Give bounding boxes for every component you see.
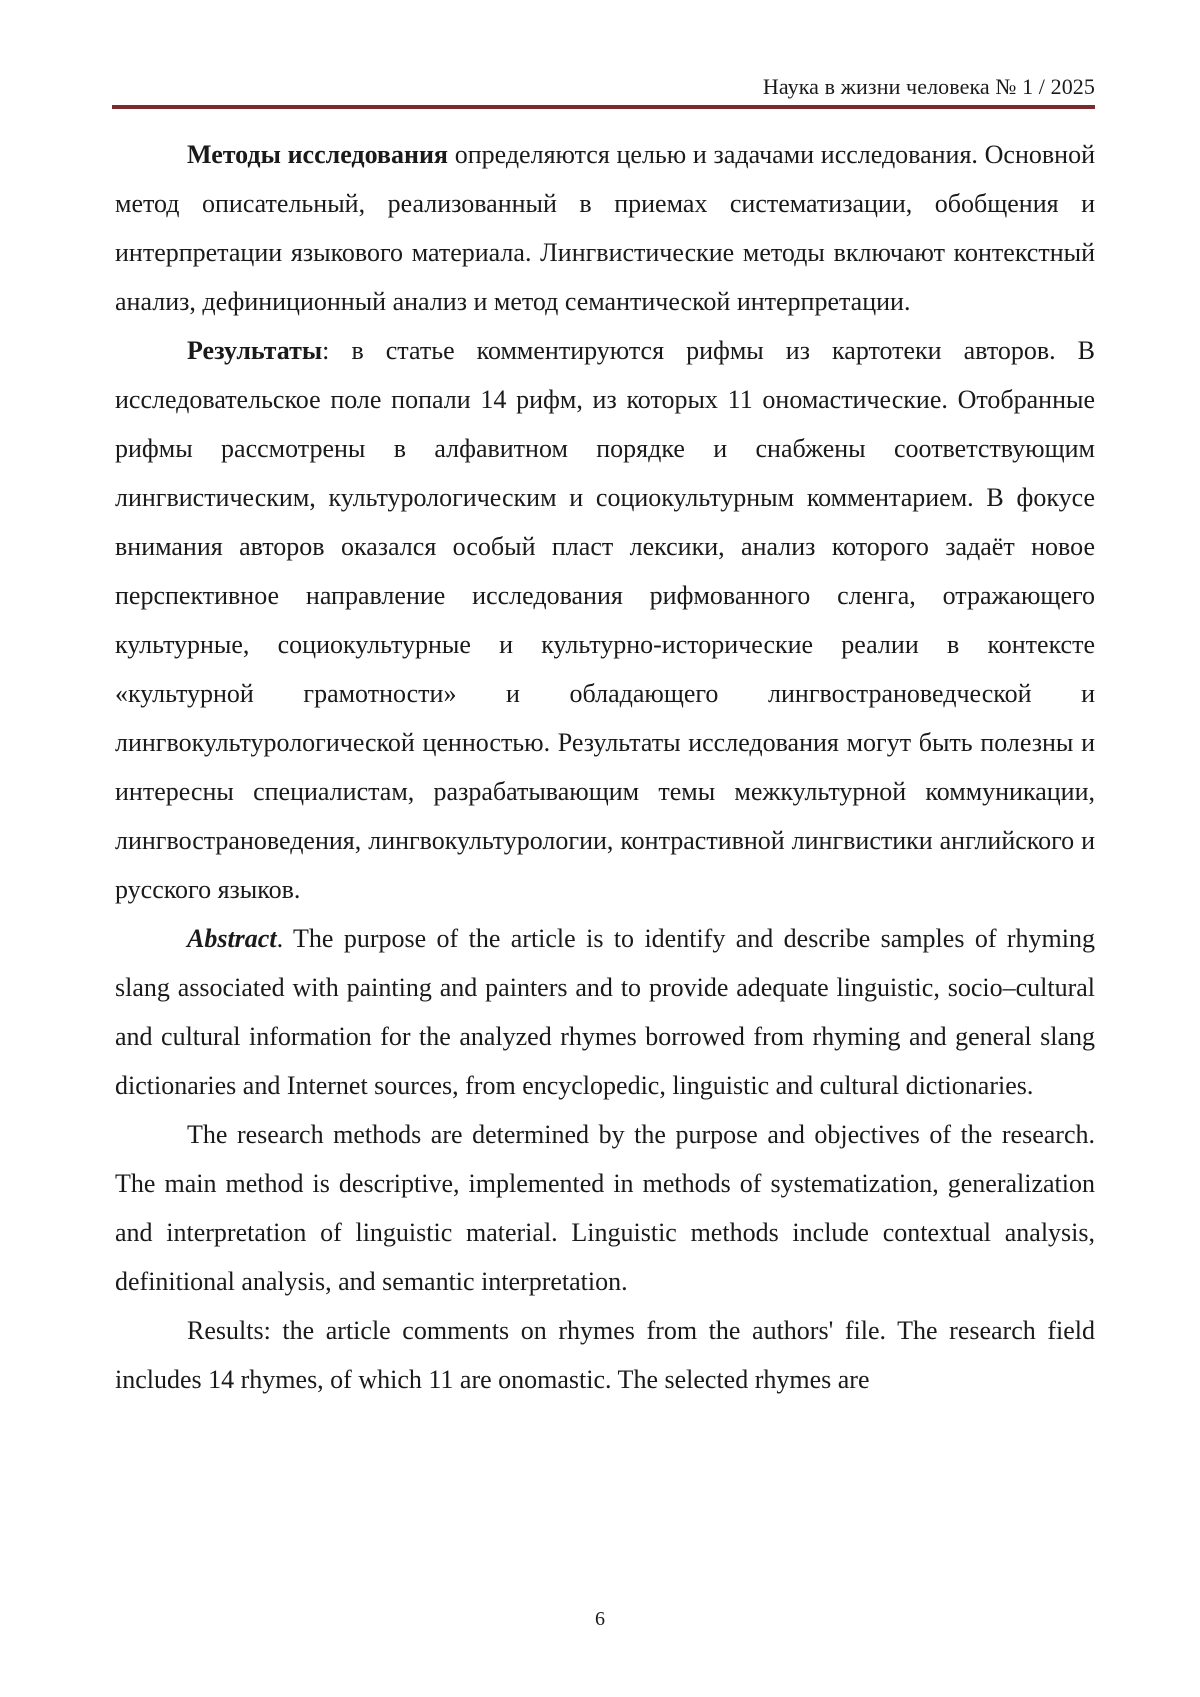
paragraph-lead: Методы исследования [187, 140, 448, 169]
paragraph-text: Results: the article comments on rhymes from the authors' file. The research field includes 14 rhymes, of which 11 are onomastic. The selected rhymes are [115, 1316, 1095, 1394]
paragraph-results-en [115, 1306, 1095, 1404]
running-header: Наука в жизни человека № 1 / 2025 [762, 74, 1095, 99]
paragraph-text: определяются целью и задачами исследования. Основной метод описательный, реализованный в приемах систематизации, обобщения и интерпретации языкового материала. Лингвистические методы включают контекстный анализ, дефиниционный анализ и метод семантической интерпретации. [115, 140, 1095, 316]
paragraph-text: : в статье комментируются рифмы из картотеки авторов. В исследовательское поле попали 14 рифм, из которых 11 ономастические. Отобранные рифмы рассмотрены в алфавитном порядке и снабжены соответствующим лингвистическим, культурологическим и социокультурным комментарием. В фокусе внимания авторов оказался особый пласт лексики, анализ которого задаёт новое перспективное направление исследования рифмованного сленга, отражающего культурные, социокультурные и культурно-исторические реалии в контексте «культурной грамотности» и обладающего лингвострановедческой и лингвокультурологической ценностью. Результаты исследования могут быть полезны и интересны специалистам, разрабатывающим темы межкультурной коммуникации, лингвострановедения, лингвокультурологии, контрастивной лингвистики английского и русского языков. [115, 336, 1095, 904]
paragraph-lead: Abstract [187, 924, 277, 953]
paragraph-results-ru [115, 326, 1095, 914]
paragraph-methods-en [115, 1110, 1095, 1306]
paragraph-methods-ru [115, 130, 1095, 326]
paragraph-lead: Результаты [187, 336, 323, 365]
paragraph-abstract-en [115, 914, 1095, 1110]
page-number: 6 [595, 1608, 605, 1630]
paragraph-text: The research methods are determined by the purpose and objectives of the research. The main method is descriptive, implemented in methods of systematization, generalization and interpretation of linguistic material. Linguistic methods include contextual analysis, definitional analysis, and semantic interpretation. [115, 1120, 1095, 1296]
header-rule [112, 105, 1095, 109]
article-body [115, 130, 1095, 1404]
paragraph-text: . The purpose of the article is to identify and describe samples of rhyming slang associated with painting and painters and to provide adequate linguistic, socio–cultural and cultural information for the analyzed rhymes borrowed from rhyming and general slang dictionaries and Internet sources, from encyclopedic, linguistic and cultural dictionaries. [115, 924, 1095, 1100]
